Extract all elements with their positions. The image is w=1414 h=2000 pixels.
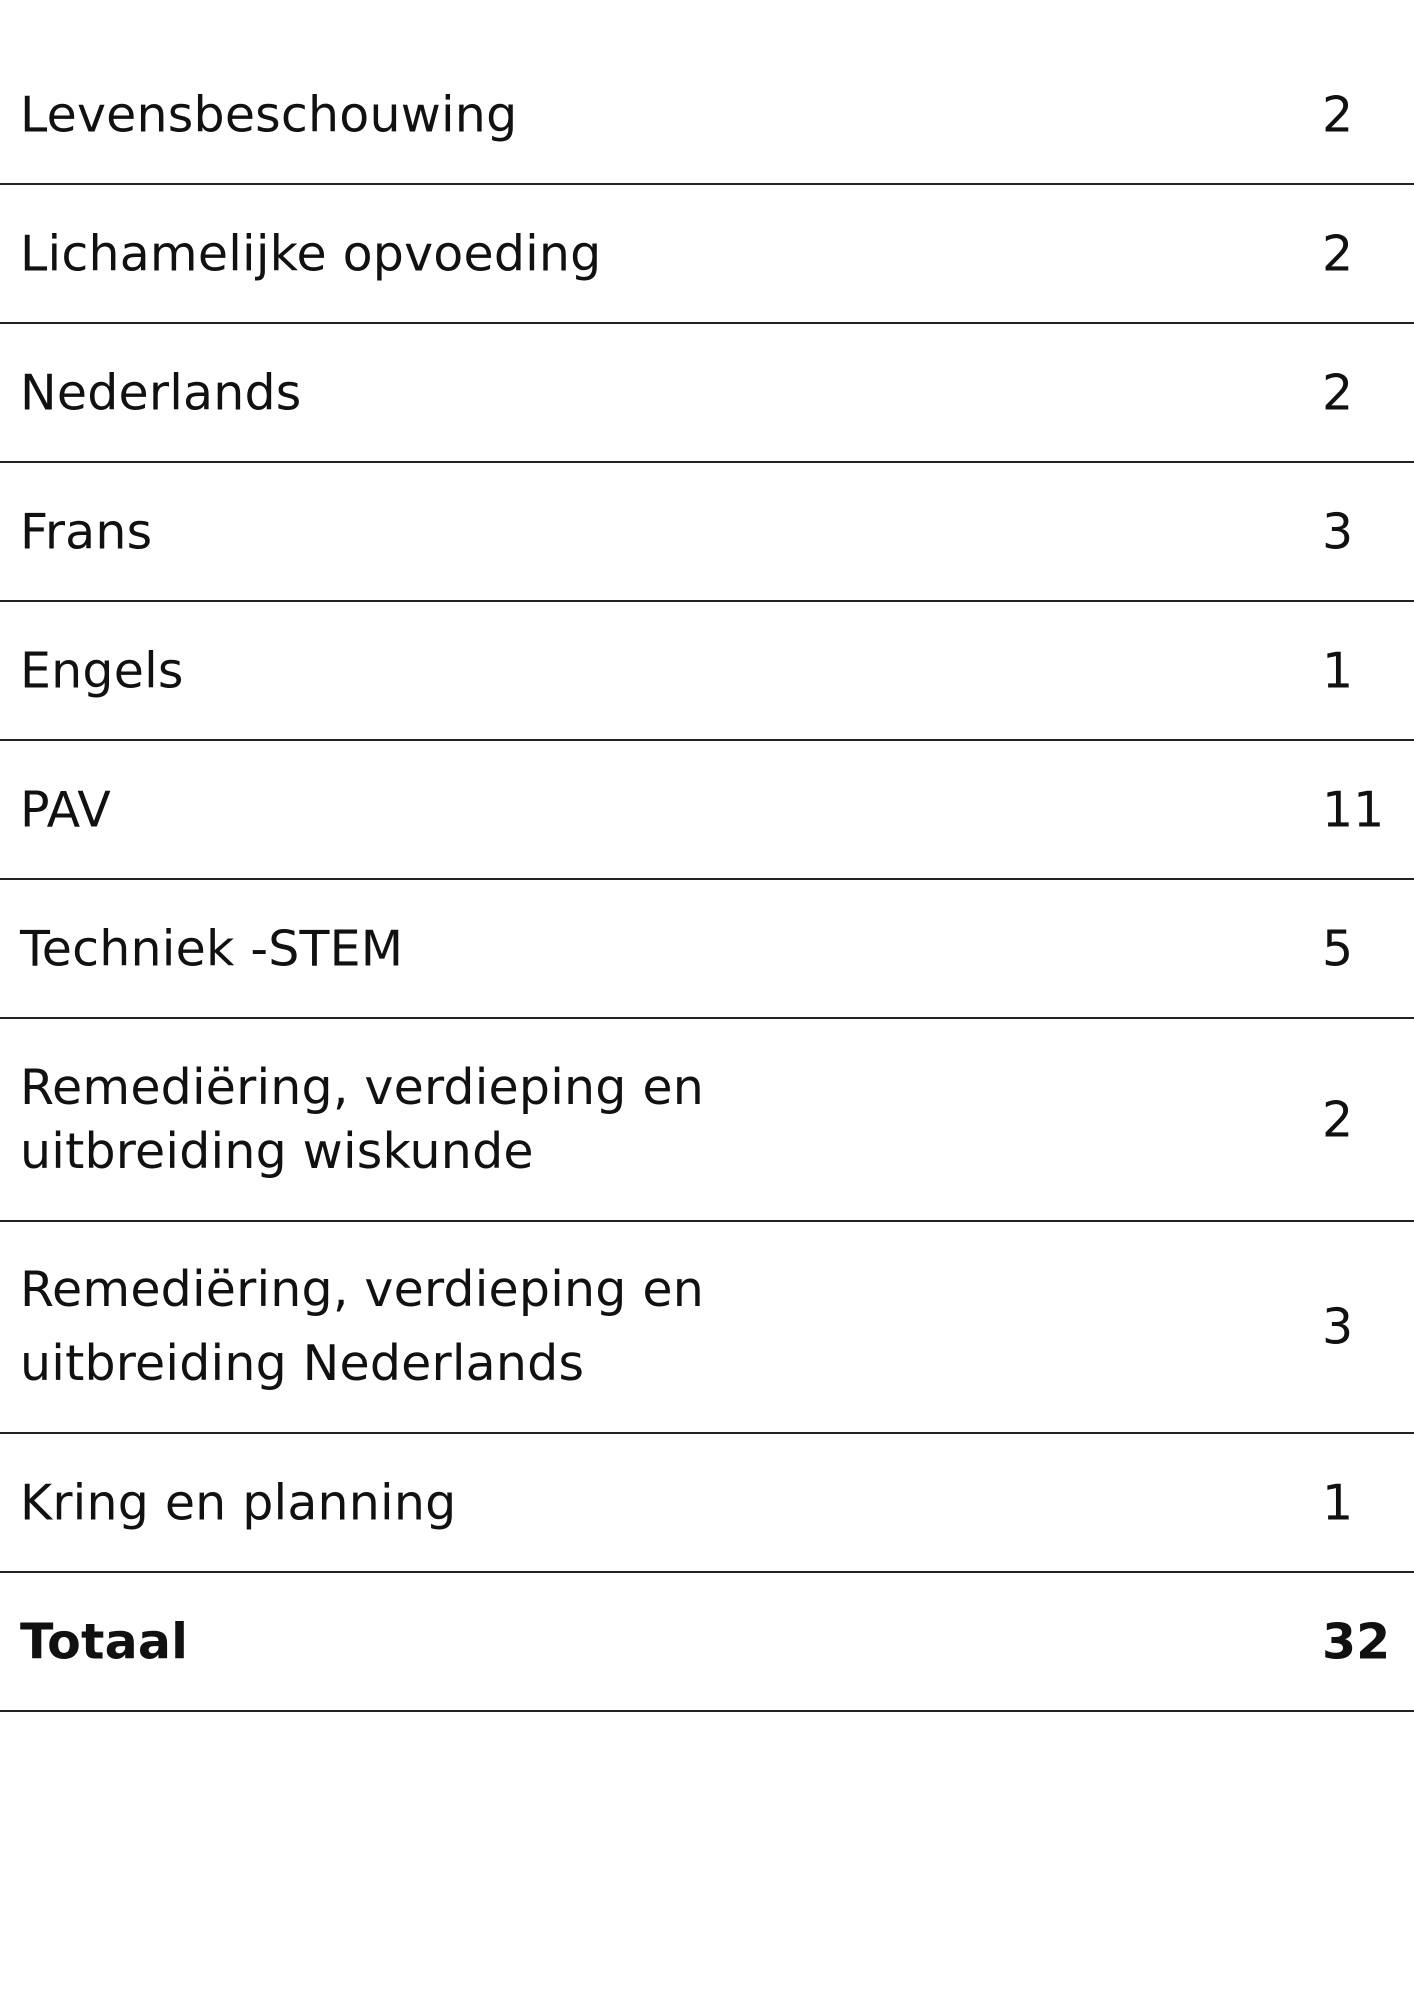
hours-table [0,46,1414,1712]
hours-value: 2 [1322,86,1354,143]
table-row [0,463,1414,602]
total-row [0,1573,1414,1712]
subject-label-line: uitbreiding Nederlands [20,1335,585,1392]
total-value: 32 [1322,1613,1391,1670]
subject-label [20,1253,704,1401]
subject-label [20,1056,704,1184]
subject-label: PAV [20,780,111,838]
total-label: Totaal [20,1612,189,1670]
hours-value: 3 [1322,503,1354,560]
subject-label: Engels [20,641,184,699]
table-row [0,1019,1414,1222]
subject-label: Kring en planning [20,1473,457,1531]
subject-label: Lichamelijke opvoeding [20,224,602,282]
hours-value: 2 [1322,1091,1354,1148]
table-row [0,46,1414,185]
table-row [0,602,1414,741]
subject-label: Levensbeschouwing [20,85,518,143]
table-row [0,185,1414,324]
hours-value: 5 [1322,920,1354,977]
table-row [0,1222,1414,1434]
table-row [0,1434,1414,1573]
table-row [0,880,1414,1019]
hours-value: 2 [1322,225,1354,282]
hours-value: 3 [1322,1298,1354,1356]
subject-label: Techniek -STEM [20,919,404,977]
subject-label: Frans [20,502,153,560]
hours-value: 1 [1322,1474,1354,1531]
subject-label-line: Remediëring, verdieping en [20,1058,704,1116]
subject-label: Nederlands [20,363,302,421]
hours-value: 2 [1322,364,1354,421]
table-row [0,741,1414,880]
subject-label-line: Remediëring, verdieping en [20,1261,704,1318]
hours-value: 11 [1322,781,1385,838]
subject-label-line: uitbreiding wiskunde [20,1122,534,1180]
hours-value: 1 [1322,642,1354,699]
table-row [0,324,1414,463]
